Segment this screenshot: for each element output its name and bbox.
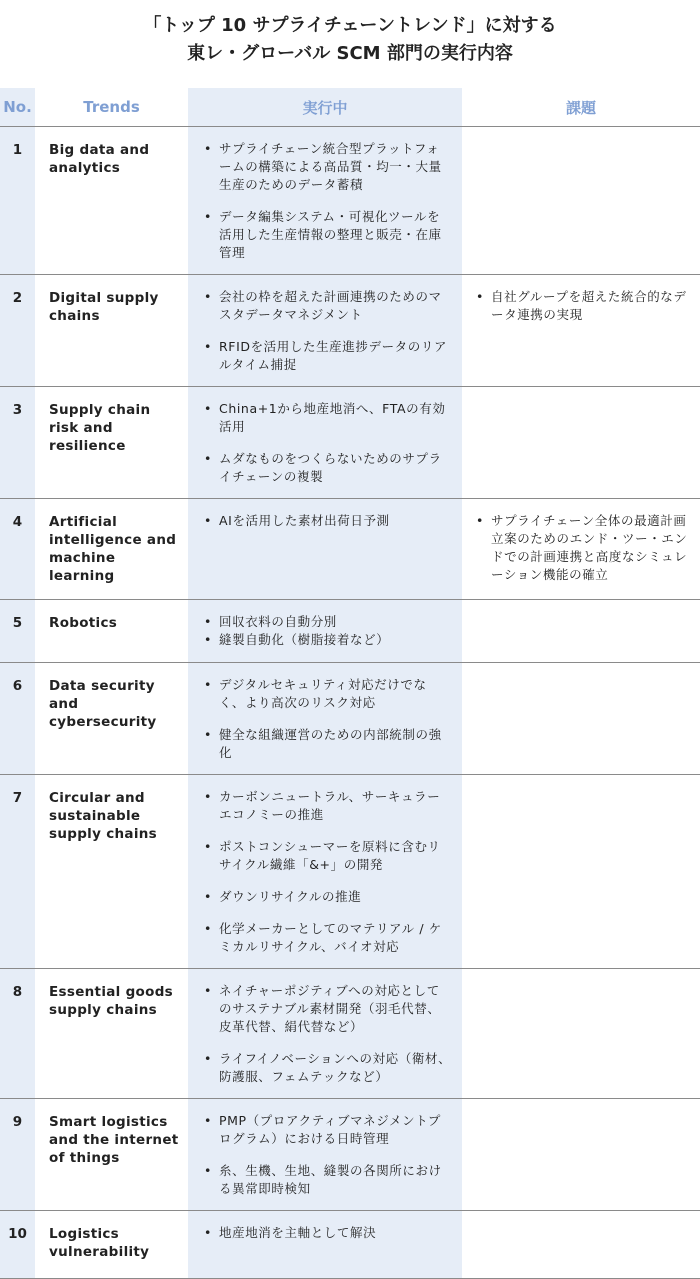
doing-list <box>188 127 462 274</box>
trend-name: Smart logistics and the internet of things <box>35 1099 188 1211</box>
doing-cell <box>188 499 462 600</box>
table-row <box>0 663 700 775</box>
title-line-1: 「トップ 10 サプライチェーントレンド」に対する <box>143 15 557 36</box>
doing-list <box>188 969 462 1098</box>
table-body <box>0 127 700 1279</box>
table-row <box>0 275 700 387</box>
table-row <box>0 1099 700 1211</box>
trend-name: Robotics <box>35 600 188 663</box>
issue-cell <box>462 600 700 663</box>
doing-list <box>188 600 462 661</box>
doing-item: • 化学メーカーとしてのマテリアル / ケミカルリサイクル、バイオ対応 <box>202 920 452 956</box>
trends-table <box>0 88 700 1279</box>
row-number: 5 <box>0 600 35 663</box>
trend-name: Big data and analytics <box>35 127 188 275</box>
page-title <box>0 0 700 88</box>
trend-name: Artificial intelligence and machine learning <box>35 499 188 600</box>
trend-name: Circular and sustainable supply chains <box>35 775 188 969</box>
row-number: 7 <box>0 775 35 969</box>
trend-name: Supply chain risk and resilience <box>35 387 188 499</box>
trend-name: Data security and cybersecurity <box>35 663 188 775</box>
row-number: 9 <box>0 1099 35 1211</box>
doing-item: • 地産地消を主軸として解決 <box>202 1224 452 1242</box>
doing-item: • 糸、生機、生地、縫製の各関所における異常即時検知 <box>202 1162 452 1198</box>
doing-item: • 健全な組織運営のための内部統制の強化 <box>202 726 452 762</box>
trend-name: Logistics vulnerability <box>35 1211 188 1279</box>
doing-list <box>188 387 462 498</box>
issue-cell <box>462 1099 700 1211</box>
doing-item: • 縫製自動化（樹脂接着など） <box>202 631 452 649</box>
doing-item: • サプライチェーン統合型プラットフォームの構築による高品質・均一・大量生産のためのデータ蓄積 <box>202 140 452 194</box>
issue-cell <box>462 663 700 775</box>
doing-list <box>188 275 462 386</box>
doing-list <box>188 1211 462 1254</box>
doing-cell <box>188 969 462 1099</box>
issue-cell <box>462 969 700 1099</box>
doing-list <box>188 499 462 542</box>
trend-name: Essential goods supply chains <box>35 969 188 1099</box>
row-number: 2 <box>0 275 35 387</box>
header-trends: Trends <box>35 88 188 127</box>
doing-cell <box>188 275 462 387</box>
doing-item: • 会社の枠を超えた計画連携のためのマスタデータマネジメント <box>202 288 452 324</box>
doing-list <box>188 1099 462 1210</box>
doing-cell <box>188 663 462 775</box>
doing-item: • ネイチャーポジティブへの対応としてのサステナブル素材開発（羽毛代替、皮革代替、絹代替など） <box>202 982 452 1036</box>
doing-item: • ムダなものをつくらないためのサプライチェーンの複製 <box>202 450 452 486</box>
title-line-2: 東レ・グローバル SCM 部門の実行内容 <box>187 43 513 64</box>
doing-cell <box>188 600 462 663</box>
doing-cell <box>188 387 462 499</box>
row-number: 3 <box>0 387 35 499</box>
table-row <box>0 600 700 663</box>
issue-list <box>462 275 700 336</box>
issue-cell <box>462 127 700 275</box>
issue-cell <box>462 275 700 387</box>
table-row <box>0 775 700 969</box>
row-number: 4 <box>0 499 35 600</box>
trend-name: Digital supply chains <box>35 275 188 387</box>
doing-item: • ポストコンシューマーを原料に含むリサイクル繊維「&+」の開発 <box>202 838 452 874</box>
issue-cell <box>462 1211 700 1279</box>
doing-list <box>188 775 462 968</box>
table-row <box>0 387 700 499</box>
doing-item: • PMP（プロアクティブマネジメントプログラム）における日時管理 <box>202 1112 452 1148</box>
doing-item: • ダウンリサイクルの推進 <box>202 888 452 906</box>
issue-cell <box>462 499 700 600</box>
doing-list <box>188 663 462 774</box>
issue-cell <box>462 387 700 499</box>
doing-item: • カーボンニュートラル、サーキュラーエコノミーの推進 <box>202 788 452 824</box>
issue-item: • サプライチェーン全体の最適計画立案のためのエンド・ツー・エンドでの計画連携と高度なシミュレーション機能の確立 <box>474 512 692 584</box>
row-number: 8 <box>0 969 35 1099</box>
doing-cell <box>188 775 462 969</box>
row-number: 6 <box>0 663 35 775</box>
table-row <box>0 1211 700 1279</box>
doing-item: • AIを活用した素材出荷日予測 <box>202 512 452 530</box>
row-number: 1 <box>0 127 35 275</box>
header-doing: 実行中 <box>188 88 462 127</box>
row-number: 10 <box>0 1211 35 1279</box>
doing-cell <box>188 1211 462 1279</box>
doing-item: • 回収衣料の自動分別 <box>202 613 452 631</box>
header-row <box>0 88 700 127</box>
doing-cell <box>188 1099 462 1211</box>
header-no: No. <box>0 88 35 127</box>
table-row <box>0 969 700 1099</box>
doing-item: • ライフイノベーションへの対応（衛材、防護服、フェムテックなど） <box>202 1050 452 1086</box>
table-row <box>0 127 700 275</box>
issue-item: • 自社グループを超えた統合的なデータ連携の実現 <box>474 288 692 324</box>
doing-item: • China+1から地産地消へ、FTAの有効活用 <box>202 400 452 436</box>
table-row <box>0 499 700 600</box>
doing-item: • デジタルセキュリティ対応だけでなく、より高次のリスク対応 <box>202 676 452 712</box>
header-issues: 課題 <box>462 88 700 127</box>
doing-item: • データ編集システム・可視化ツールを活用した生産情報の整理と販売・在庫管理 <box>202 208 452 262</box>
issue-list <box>462 499 700 596</box>
doing-item: • RFIDを活用した生産進捗データのリアルタイム捕捉 <box>202 338 452 374</box>
doing-cell <box>188 127 462 275</box>
issue-cell <box>462 775 700 969</box>
